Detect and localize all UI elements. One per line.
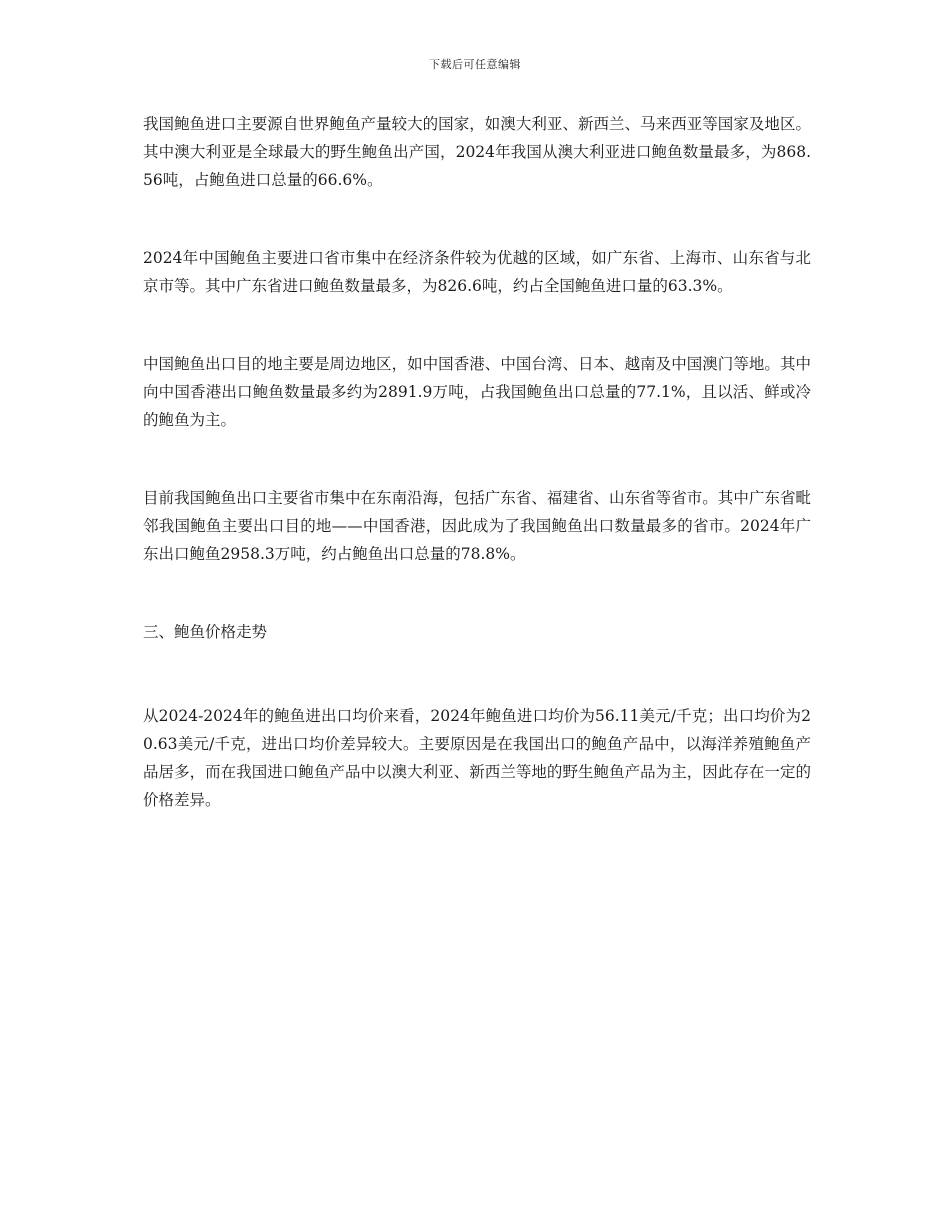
paragraph-export-destinations: 中国鲍鱼出口目的地主要是周边地区，如中国香港、中国台湾、日本、越南及中国澳门等地。其中向中国香港出口鲍鱼数量最多约为2891.9万吨，占我国鲍鱼出口总量的77.1%，且以活、鲜或冷的鲍鱼为主。 (143, 355, 811, 429)
paragraph-export-provinces: 目前我国鲍鱼出口主要省市集中在东南沿海，包括广东省、福建省、山东省等省市。其中广东省毗邻我国鲍鱼主要出口目的地——中国香港，因此成为了我国鲍鱼出口数量最多的省市。2024年广东出口鲍鱼2958.3万吨，约占鲍鱼出口总量的78.8%。 (143, 489, 811, 563)
paragraph-import-sources: 我国鲍鱼进口主要源自世界鲍鱼产量较大的国家，如澳大利亚、新西兰、马来西亚等国家及地区。其中澳大利亚是全球最大的野生鲍鱼出产国，2024年我国从澳大利亚进口鲍鱼数量最多，为868.56吨，占鲍鱼进口总量的66.6%。 (143, 115, 811, 189)
document-body (143, 110, 811, 814)
paragraph-import-provinces: 2024年中国鲍鱼主要进口省市集中在经济条件较为优越的区域，如广东省、上海市、山东省与北京市等。其中广东省进口鲍鱼数量最多，为826.6吨，约占全国鲍鱼进口量的63.3%。 (143, 249, 811, 295)
paragraph-price-trend: 从2024-2024年的鲍鱼进出口均价来看，2024年鲍鱼进口均价为56.11美元/千克；出口均价为20.63美元/千克，进出口均价差异较大。主要原因是在我国出口的鲍鱼产品中，以海洋养殖鲍鱼产品居多，而在我国进口鲍鱼产品中以澳大利亚、新西兰等地的野生鲍鱼产品为主，因此存在一定的价格差异。 (143, 707, 811, 809)
page-header: 下载后可任意编辑 (429, 58, 521, 71)
section-title-price-trend: 三、鲍鱼价格走势 (143, 623, 268, 641)
